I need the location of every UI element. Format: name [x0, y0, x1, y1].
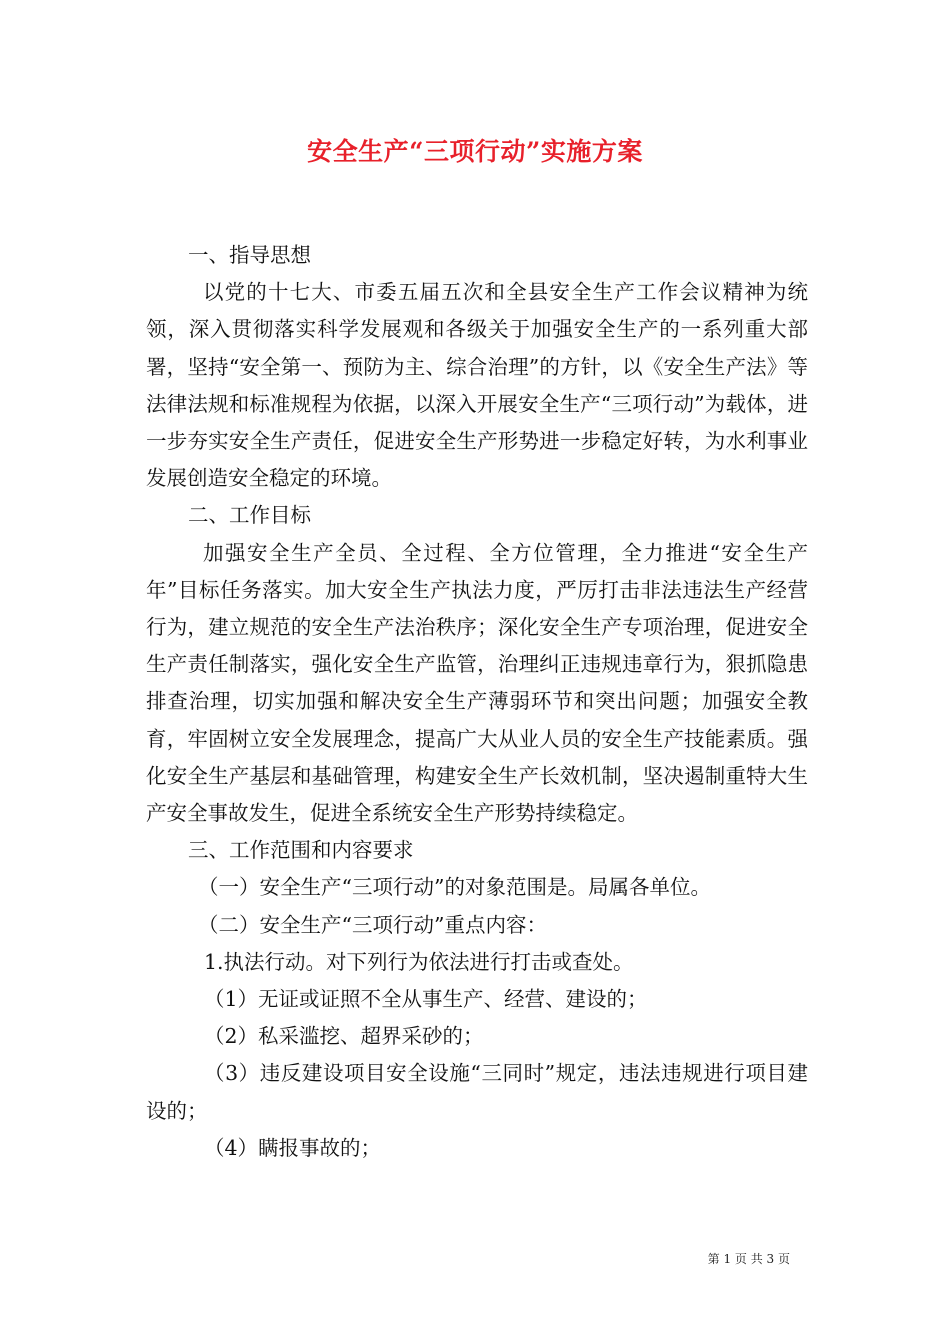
list-item: （二）安全生产“三项行动”重点内容： — [198, 912, 547, 937]
section-heading-work-goals: 二、工作目标 — [188, 503, 311, 528]
document-title: 安全生产“三项行动”实施方案 — [307, 137, 643, 166]
list-item: （4）瞒报事故的； — [204, 1135, 382, 1160]
document-body — [146, 237, 808, 1167]
paragraph-work-goals: 加强安全生产全员、全过程、全方位管理，全力推进“安全生产年”目标任务落实。加大安全生产执法力度，严厉打击非法违法生产经营行为，建立规范的安全生产法治秩序；深化安全生产专项治理，促进安全生产责任制落实，强化安全生产监管，治理纠正违规违章行为，狠抓隐患排查治理，切实加强和解决安全生产薄弱环节和突出问题；加强安全教育，牢固树立安全发展理念，提高广大从业人员的安全生产技能素质。强化安全生产基层和基础管理，构建安全生产长效机制，坚决遏制重特大生产安全事故发生，促进全系统安全生产形势持续稳定。 — [146, 540, 808, 826]
list-item: 1.执法行动。对下列行为依法进行打击或查处。 — [204, 949, 634, 974]
list-item: （2）私采滥挖、超界采砂的； — [204, 1024, 484, 1049]
page-number-footer: 第 1 页 共 3 页 — [707, 1252, 790, 1266]
list-item: （1）无证或证照不全从事生产、经营、建设的； — [204, 987, 648, 1012]
section-heading-scope: 三、工作范围和内容要求 — [188, 838, 414, 863]
list-item: （3）违反建设项目安全设施“三同时”规定，违法违规进行项目建设的； — [146, 1061, 808, 1123]
list-item: （一）安全生产“三项行动”的对象范围是。局属各单位。 — [198, 875, 711, 900]
section-heading-guiding-ideology: 一、指导思想 — [188, 243, 311, 267]
paragraph-guiding-ideology: 以党的十七大、市委五届五次和全县安全生产工作会议精神为统领，深入贯彻落实科学发展观和各级关于加强安全生产的一系列重大部署，坚持“安全第一、预防为主、综合治理”的方针，以《安全生产法》等法律法规和标准规程为依据，以深入开展安全生产“三项行动”为载体，进一步夯实安全生产责任，促进安全生产形势进一步稳定好转，为水利事业发展创造安全稳定的环境。 — [146, 280, 808, 491]
